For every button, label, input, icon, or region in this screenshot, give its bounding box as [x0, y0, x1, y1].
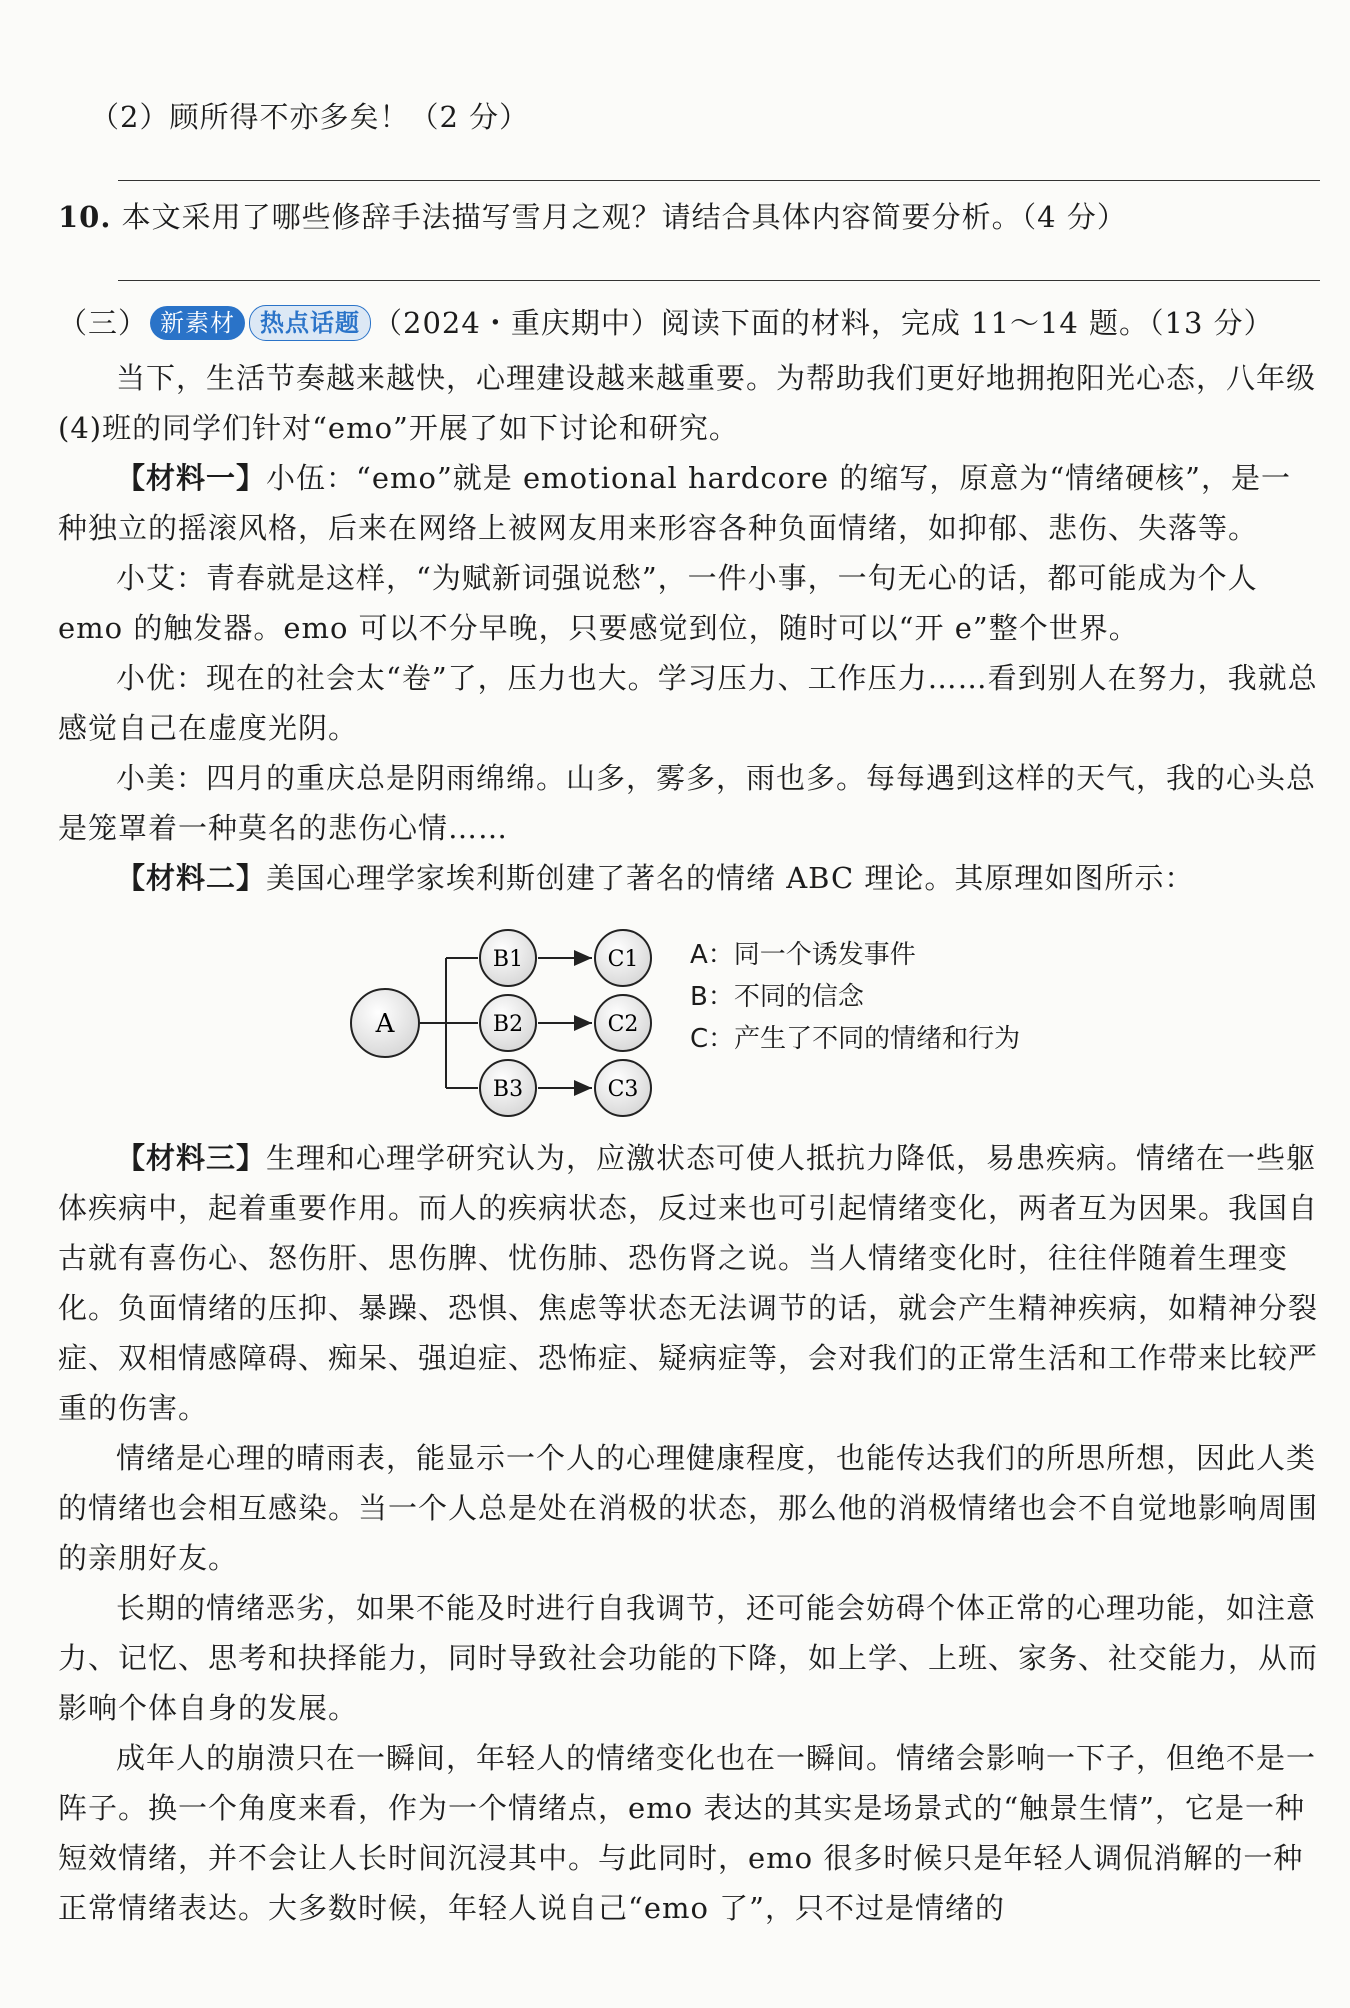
node-b2 — [480, 995, 536, 1051]
node-c1-label: C1 — [607, 947, 639, 972]
material-3-paragraph-2: 情绪是心理的晴雨表，能显示一个人的心理健康程度，也能传达我们的所思所想，因此人类的情绪也会相互感染。当一个人总是处在消极的状态，那么他的消极情绪也会不自觉地影响周围的亲朋好友。 — [58, 1441, 1319, 1575]
section-instructions: （2024・重庆期中）阅读下面的材料，完成 11～14 题。（13 分） — [373, 306, 1274, 340]
question-text: 本文采用了哪些修辞手法描写雪月之观？请结合具体内容简要分析。（4 分） — [121, 200, 1127, 234]
node-a-label: A — [375, 1009, 395, 1039]
material-2-text: 美国心理学家埃利斯创建了著名的情绪 ABC 理论。其原理如图所示： — [266, 861, 1195, 895]
material-1-paragraph-3: 小优：现在的社会太“卷”了，压力也大。学习压力、工作压力……看到别人在努力，我就总感觉自己在虚度光阴。 — [58, 661, 1318, 745]
node-b1 — [480, 930, 536, 986]
legend-a: A：同一个诱发事件 — [690, 940, 916, 970]
legend-c: C：产生了不同的情绪和行为 — [690, 1024, 1021, 1054]
diagram-legend — [690, 934, 1020, 1060]
node-a — [351, 989, 419, 1057]
material-3-paragraph-3: 长期的情绪恶劣，如果不能及时进行自我调节，还可能会妨碍个体正常的心理功能，如注意力、记忆、思考和抉择能力，同时导致社会功能的下降，如上学、上班、家务、社交能力，从而影响个体自身的发展。 — [58, 1591, 1319, 1725]
material-1-paragraph-4: 小美：四月的重庆总是阴雨绵绵。山多，雾多，雨也多。每每遇到这样的天气，我的心头总是笼罩着一种莫名的悲伤心情…… — [58, 761, 1317, 845]
question-number: 10. — [58, 200, 112, 234]
legend-b: B：不同的信念 — [690, 982, 864, 1012]
node-c1 — [595, 930, 651, 986]
material-3-paragraph-1: 生理和心理学研究认为，应激状态可使人抵抗力降低，易患疾病。情绪在一些躯体疾病中，起着重要作用。而人的疾病状态，反过来也可引起情绪变化，两者互为因果。我国自古就有喜伤心、怒伤肝、思伤脾、忧伤肺、恐伤肾之说。当人情绪变化时，往往伴随着生理变化。负面情绪的压抑、暴躁、恐惧、焦虑等状态无法调节的话，就会产生精神疾病，如精神分裂症、双相情感障碍、痴呆、强迫症、恐怖症、疑病症等，会对我们的正常生活和工作带来比较严重的伤害。 — [58, 1141, 1319, 1425]
node-b3 — [480, 1060, 536, 1116]
node-b3-label: B3 — [492, 1077, 524, 1102]
node-c3 — [595, 1060, 651, 1116]
node-b1-label: B1 — [492, 947, 524, 972]
material-1-paragraph-1: 小伍：“emo”就是 emotional hardcore 的缩写，原意为“情绪硬核”，是一种独立的摇滚风格，后来在网络上被网友用来形容各种负面情绪，如抑郁、悲伤、失落等。 — [58, 461, 1291, 545]
node-c2-label: C2 — [607, 1012, 639, 1037]
question-9-part-2: （2）顾所得不亦多矣！（2 分） — [90, 100, 530, 134]
material-3-paragraph-4: 成年人的崩溃只在一瞬间，年轻人的情绪变化也在一瞬间。情绪会影响一下子，但绝不是一阵子。换一个角度来看，作为一个情绪点，emo 表达的其实是场景式的“触景生情”，它是一种短效情绪，并不会让人长时间沉浸其中。与此同时，emo 很多时候只是年轻人调侃消解的一种正常情绪表达。大多数时候，年轻人说自己“emo 了”，只不过是情绪的 — [58, 1741, 1317, 1925]
section-prefix: （三） — [58, 306, 149, 340]
material-3 — [58, 1133, 1320, 1933]
material-2-label: 【材料二】 — [116, 861, 267, 895]
material-3-label: 【材料三】 — [116, 1141, 267, 1175]
material-1-paragraph-2: 小艾：青春就是这样，“为赋新词强说愁”，一件小事，一句无心的话，都可能成为个人 emo 的触发器。emo 可以不分早晚，只要感觉到位，随时可以“开 e”整个世界。 — [58, 561, 1258, 645]
intro-paragraph: 当下，生活节奏越来越快，心理建设越来越重要。为帮助我们更好地拥抱阳光心态，八年级(4)班的同学们针对“emo”开展了如下讨论和研究。 — [58, 361, 1317, 445]
node-c3-label: C3 — [607, 1077, 639, 1102]
new-material-badge: 新素材 — [150, 306, 245, 340]
node-c2 — [595, 995, 651, 1051]
node-b2-label: B2 — [492, 1012, 524, 1037]
material-1-label: 【材料一】 — [116, 461, 267, 495]
hot-topic-badge: 热点话题 — [249, 305, 371, 341]
